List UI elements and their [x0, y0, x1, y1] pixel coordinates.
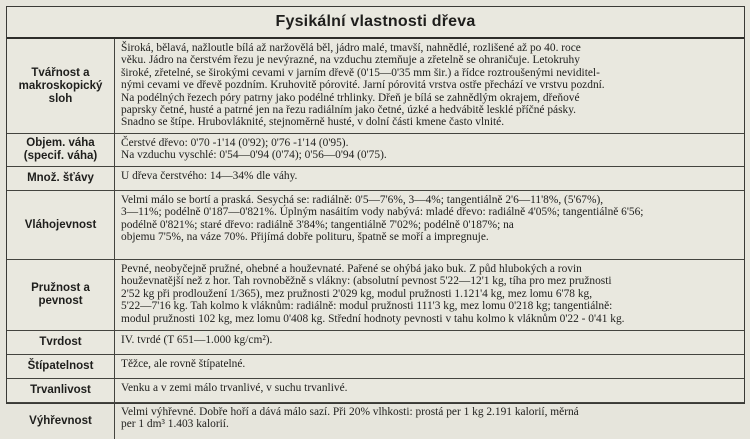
property-description — [115, 191, 745, 260]
property-label: Vláhojevnost — [7, 191, 115, 260]
description-line: Na podélných řezech póry patrny jako podélné trhlinky. Dřeň je bílá se zahnědlým okrajem, dřeňové — [121, 92, 738, 104]
property-row — [7, 355, 744, 379]
property-description — [115, 379, 745, 403]
property-row — [7, 331, 744, 355]
property-label: Objem. váha (specif. váha) — [7, 134, 115, 167]
description-line: 3—11%; podélně 0'187—0'821%. Úplným nasáitím vody nabývá: mladé dřevo: radiálně 4'05%; tangentiálně 6'56; — [121, 206, 738, 218]
property-description — [115, 167, 745, 191]
description-line: U dřeva čerstvého: 14—34% dle váhy. — [121, 170, 738, 182]
description-line: Pevné, neobyčejně pružné, ohebné a houževnaté. Pařené se ohýbá jako buk. Z půd hlubokých a rovin — [121, 263, 738, 275]
properties-table — [7, 39, 744, 439]
property-description — [115, 355, 745, 379]
description-line: široké, zřetelné, se širokými cevami v jarním dřevě (0'15—0'35 mm šir.) a řídce roztroušenými neviditel- — [121, 67, 738, 79]
description-line: Široká, bělavá, nažloutle bílá až naržovělá běl, jádro malé, tmavší, nahnědlé, rozlišené až po 40. roce — [121, 42, 738, 54]
description-line: objemu 7'5%, na váze 70%. Přijímá dobře polituru, špatně se moří a impregnuje. — [121, 231, 738, 243]
property-row — [7, 134, 744, 167]
description-line: Venku a v zemi málo trvanlivé, v suchu trvanlivé. — [121, 382, 738, 394]
property-row — [7, 403, 744, 439]
property-description — [115, 260, 745, 331]
description-line: modul pružnosti 102 kg, mez lomu 0'408 kg. Střední hodnoty pevnosti v tahu kolmo k vláknům 0'22 - 0'41 kg. — [121, 313, 738, 325]
description-line: Snadno se štípe. Hrubovláknité, stejnoměrně husté, v dolní části kmene často vlnité. — [121, 116, 738, 128]
description-line: Velmi málo se bortí a praská. Sesychá se: radiálně: 0'5—7'6%, 3—4%; tangentiálně 2'6—11'8%, (5'67%), — [121, 194, 738, 206]
description-line: Čerstvé dřevo: 0'70 -1'14 (0'92); 0'76 -1'14 (0'95). — [121, 137, 738, 149]
description-line: houževnatější než z hor. Tah rovnoběžně s vlákny: (absolutní pevnost 5'22—12'1 kg, tíha pro mez pružnosti — [121, 275, 738, 287]
properties-sheet — [6, 6, 745, 404]
description-line: per 1 dm³ 1.403 kalorií. — [121, 418, 738, 430]
property-label: Množ. šťávy — [7, 167, 115, 191]
property-description — [115, 134, 745, 167]
description-line: Těžce, ale rovně štípatelné. — [121, 358, 738, 370]
description-line: IV. tvrdé (T 651—1.000 kg/cm²). — [121, 334, 738, 346]
property-row — [7, 39, 744, 134]
property-row — [7, 379, 744, 403]
property-description — [115, 403, 745, 439]
property-description — [115, 39, 745, 134]
property-label: Pružnost a pevnost — [7, 260, 115, 331]
property-label: Štípatelnost — [7, 355, 115, 379]
description-line: 5'22—7'16 kg. Tah kolmo k vláknům: radiálně: modul pružnosti 111'3 kg, mez lomu 0'218 kg; tangentiálně: — [121, 300, 738, 312]
property-row — [7, 167, 744, 191]
description-line: Velmi výhřevné. Dobře hoří a dává málo sazí. Při 20% vlhkosti: prostá per 1 kg 2.191 kalorií, měrná — [121, 406, 738, 418]
description-line: Na vzduchu vyschlé: 0'54—0'94 (0'74); 0'56—0'94 (0'75). — [121, 149, 738, 161]
description-line: věku. Jádro na čerstvém řezu je nevýrazné, na vzduchu ztemňuje a zřetelně se ohraničuje. Letokruhy — [121, 54, 738, 66]
property-row — [7, 191, 744, 260]
property-description — [115, 331, 745, 355]
description-line: podélně 0'821%; staré dřevo: radiálně 3'84%; tangentiálně 7'02%; podélně 0'187%; na — [121, 219, 738, 231]
description-line: nými cevami ve dřevě pozdním. Kruhovitě pórovité. Jarní pórovitá vrstva ostře přechází ve vrstvu pozdní. — [121, 79, 738, 91]
property-label: Tvrdost — [7, 331, 115, 355]
property-label: Tvářnost a makroskopický sloh — [7, 39, 115, 134]
property-row — [7, 260, 744, 331]
description-line: paprsky četné, husté a patrné jen na řezu radiálním jako četné, úzké a hedvábitě lesklé příčné pásky. — [121, 104, 738, 116]
page-title: Fysikální vlastnosti dřeva — [7, 7, 744, 39]
property-label: Výhřevnost — [7, 403, 115, 439]
description-line: 2'52 kg při prodloužení 1/365), mez pružnosti 2'029 kg, modul pružnosti 1.121'4 kg, mez lomu 6'78 kg, — [121, 288, 738, 300]
property-label: Trvanlivost — [7, 379, 115, 403]
